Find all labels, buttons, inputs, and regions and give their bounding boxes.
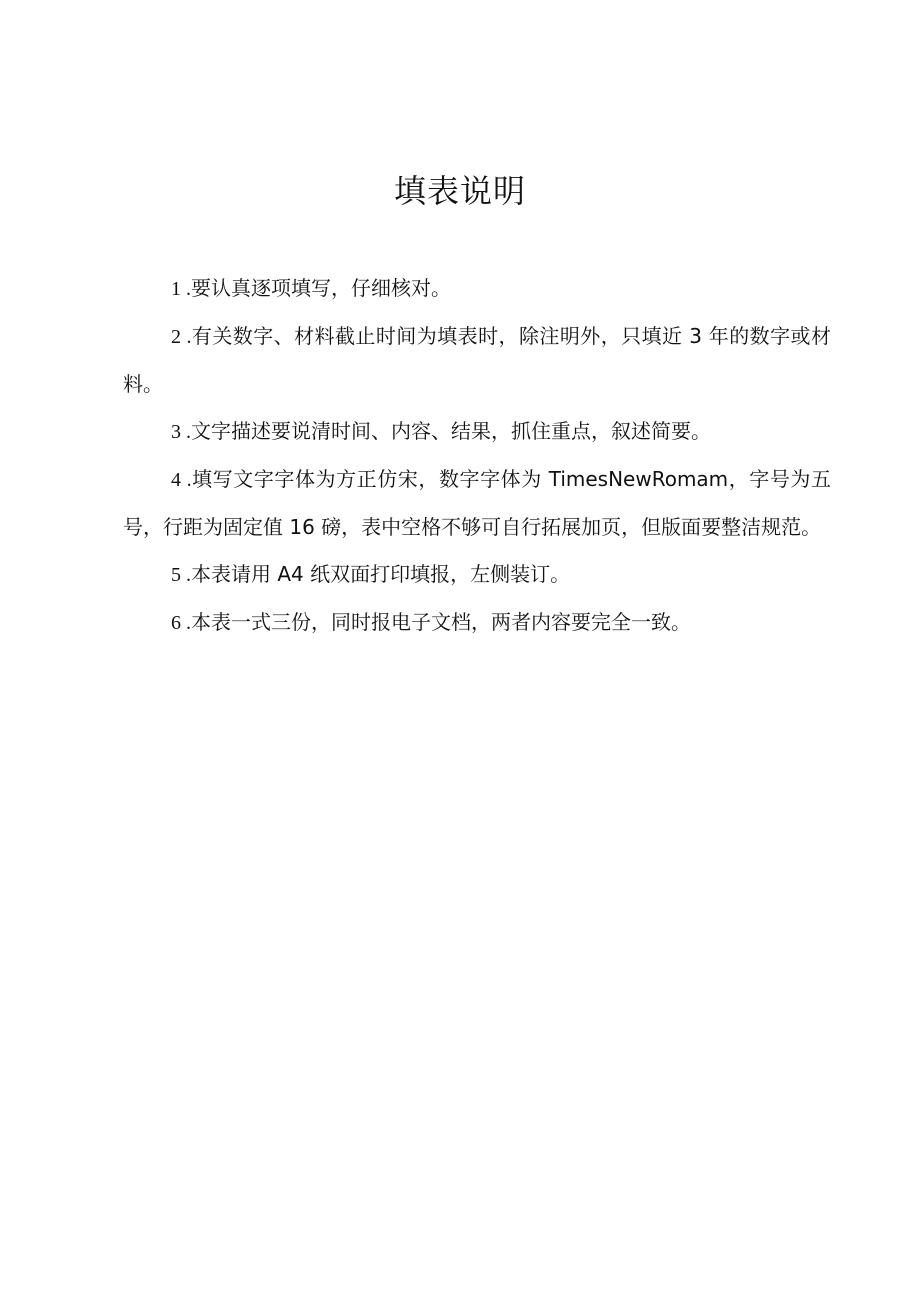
instruction-item-1 — [123, 265, 831, 313]
instruction-text: 要认真逐项填写，仔细核对。 — [191, 276, 451, 300]
instruction-text: 填写文字字体为方正仿宋，数字字体为 TimesNewRomam，字号为五号，行距为固定值 16 磅，表中空格不够可自行拓展加页，但版面要整洁规范。 — [123, 467, 831, 539]
instruction-number: 1 . — [171, 278, 191, 300]
instruction-item-2 — [123, 313, 831, 408]
instruction-list — [123, 265, 831, 647]
instruction-number: 2 . — [171, 326, 192, 348]
instruction-item-5 — [123, 551, 831, 599]
instruction-item-3 — [123, 408, 831, 456]
instruction-text: 文字描述要说清时间、内容、结果，抓住重点，叙述简要。 — [191, 419, 711, 443]
instruction-text: 本表一式三份，同时报电子文档，两者内容要完全一致。 — [191, 610, 691, 634]
instruction-number: 4 . — [171, 469, 192, 491]
instruction-number: 5 . — [171, 564, 191, 586]
instruction-text: 本表请用 A4 纸双面打印填报，左侧装订。 — [191, 562, 571, 586]
page-title: 填表说明 — [393, 172, 526, 210]
instruction-number: 3 . — [171, 421, 191, 443]
instruction-item-4 — [123, 456, 831, 551]
instruction-number: 6 . — [171, 612, 191, 634]
instruction-text: 有关数字、材料截止时间为填表时，除注明外，只填近 3 年的数字或材料。 — [123, 324, 831, 396]
instruction-item-6 — [123, 599, 831, 647]
